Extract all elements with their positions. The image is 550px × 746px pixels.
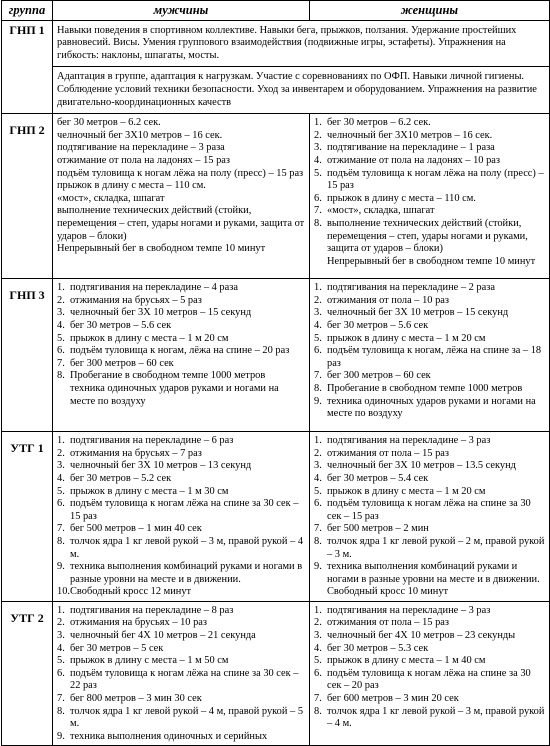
list-item <box>57 460 305 473</box>
item-number: 5. <box>57 332 65 344</box>
list-item <box>314 435 545 448</box>
list-item <box>57 345 305 358</box>
list-item <box>314 205 545 218</box>
item-number: 9. <box>57 730 65 742</box>
item-text: отжимания на брусьях – 5 раз <box>70 294 202 306</box>
item-number: 6. <box>57 498 65 510</box>
item-number: 6. <box>314 192 322 204</box>
item-text: бег 30 метров – 5 сек <box>70 642 164 654</box>
item-number: 4. <box>314 642 322 654</box>
gnp1-description-2: Адаптация в группе, адаптация к нагрузкам. Участие с соревнованиях по ОФП. Навыки личной гигиены. Соблюдение условий техники безопасности. Уход за инвентарем и оборудованием. Упражнения на развитие двигательно-координационных качеств <box>53 67 550 114</box>
header-row <box>2 1 550 21</box>
list-item: выполнение технических действий (стойки, перемещения – степ, удары ногами и руками, защита от ударов – блоки) <box>57 205 305 242</box>
row-utg2 <box>2 601 550 746</box>
list-item <box>57 693 305 706</box>
item-text: техника одиночных ударов руками и ногами на месте по воздуху <box>70 382 279 407</box>
item-text: челночный бег 3Х 10 метров – 15 секунд <box>70 307 252 319</box>
item-number: 5. <box>57 655 65 667</box>
item-number: 7. <box>57 357 65 369</box>
list-item <box>314 320 545 333</box>
item-text: прыжок в длину с места – 1 м 20 см <box>327 485 486 497</box>
list-item <box>57 358 305 371</box>
list-item <box>57 333 305 346</box>
item-text: прыжок в длину с места – 1 м 40 см <box>327 655 486 667</box>
item-number: 5. <box>314 332 322 344</box>
list-item <box>57 586 305 599</box>
item-number: 6. <box>314 345 322 357</box>
list-item <box>57 605 305 618</box>
item-text: толчок ядра 1 кг левой рукой – 3 м, правой рукой – 4 м. <box>327 705 545 730</box>
list-item <box>314 668 545 693</box>
item-text: бег 300 метров – 60 сек <box>327 370 431 382</box>
item-number: 1. <box>57 604 65 616</box>
list-item <box>57 498 305 523</box>
item-text: челночный бег 4Х 10 метров – 23 секунды <box>327 630 516 642</box>
item-text: отжимания от пола – 15 раз <box>327 447 449 459</box>
men-norms <box>53 601 310 746</box>
item-number: 7. <box>57 523 65 535</box>
row-utg1 <box>2 432 550 602</box>
item-number: 7. <box>314 523 322 535</box>
list-item <box>57 617 305 630</box>
list-item <box>57 383 305 408</box>
item-text: челночный бег 3Х10 метров – 16 сек. <box>327 129 493 141</box>
item-number: 2. <box>314 447 322 459</box>
item-number: 3. <box>314 630 322 642</box>
group-label: УТГ 2 <box>2 601 53 746</box>
list-item <box>314 693 545 706</box>
item-number: 8. <box>314 217 322 229</box>
item-number: 2. <box>57 617 65 629</box>
item-number: 4. <box>57 319 65 331</box>
list-item <box>314 561 545 586</box>
item-text: подтягивания на перекладине – 3 раз <box>327 604 491 616</box>
list-item <box>314 396 545 421</box>
item-number: 8. <box>57 370 65 382</box>
item-text: подтягивания на перекладине – 8 раз <box>70 604 234 616</box>
item-number: 3. <box>57 460 65 472</box>
item-text: отжимания на брусьях – 7 раз <box>70 447 202 459</box>
item-text: бег 300 метров – 60 сек <box>70 357 174 369</box>
item-text: бег 30 метров – 5.2 сек <box>70 472 172 484</box>
men-norms <box>53 432 310 602</box>
item-text: челночный бег 4Х 10 метров – 21 секунда <box>70 630 256 642</box>
list-item <box>314 307 545 320</box>
list-item <box>57 668 305 693</box>
item-number: 2. <box>314 129 322 141</box>
item-text: подтягивания на перекладине – 4 раза <box>70 282 238 294</box>
list-item <box>314 142 545 155</box>
item-text: подтягивания на перекладине – 6 раз <box>70 435 234 447</box>
item-text: прыжок в длину с места – 1 м 50 см <box>70 655 229 667</box>
header-group: группа <box>2 1 53 21</box>
item-text: толчок ядра 1 кг левой рукой – 3 м, правой рукой – 4 м. <box>70 535 304 560</box>
item-text: подъём туловища к ногам, лёжа на спине за – 18 раз <box>327 345 542 369</box>
item-number: 9. <box>314 561 322 573</box>
item-text: прыжок в длину с места – 1 м 20 см <box>70 332 229 344</box>
women-norms <box>310 279 550 432</box>
item-number: 1. <box>314 117 322 129</box>
list-item <box>314 706 545 731</box>
women-norms <box>310 432 550 602</box>
row-gnp1b <box>2 67 550 114</box>
group-label: ГНП 2 <box>2 114 53 279</box>
item-text: бег 800 метров – 3 мин 30 сек <box>70 693 202 705</box>
norms-table <box>1 0 550 746</box>
item-text: Свободный кросс 12 минут <box>70 586 192 598</box>
group-label: УТГ 1 <box>2 432 53 602</box>
list-item: челночный бег 3Х10 метров – 16 сек. <box>57 129 223 141</box>
item-text: подтягивания на перекладине – 2 раза <box>327 282 495 294</box>
list-item <box>57 320 305 333</box>
item-number: 7. <box>314 693 322 705</box>
group-label: ГНП 1 <box>2 20 53 114</box>
row-gnp3 <box>2 279 550 432</box>
list-item <box>57 486 305 499</box>
item-text: отжимания на брусьях – 10 раз <box>70 617 208 629</box>
item-text: техника выполнения комбинаций руками и ногами в разные уровни на месте и в движении. <box>70 561 303 585</box>
item-number: 3. <box>314 142 322 154</box>
item-text: толчок ядра 1 кг левой рукой – 2 м, правой рукой – 3 м. <box>327 535 545 560</box>
list-item <box>57 473 305 486</box>
item-number: 2. <box>57 447 65 459</box>
item-number: 1. <box>57 435 65 447</box>
list-item <box>314 333 545 346</box>
item-text: подъём туловища к ногам лёжа на спине за 30 сек – 22 раз <box>70 667 299 692</box>
header-women: женщины <box>310 1 550 21</box>
list-item: Непрерывный бег в свободном темпе 10 минут <box>57 243 266 255</box>
item-number: 5. <box>314 167 322 179</box>
women-norms <box>310 114 550 279</box>
list-item <box>314 536 545 561</box>
list-item <box>57 643 305 656</box>
item-number: 1. <box>314 282 322 294</box>
item-number: 1. <box>314 435 322 447</box>
list-item <box>314 498 545 523</box>
women-norms <box>310 601 550 746</box>
list-item <box>314 460 545 473</box>
list-item <box>57 523 305 536</box>
list-item <box>314 643 545 656</box>
list-item <box>57 370 305 383</box>
item-number: 4. <box>314 472 322 484</box>
item-number: 1. <box>57 282 65 294</box>
item-text: Непрерывный бег в свободном темпе 10 минут <box>327 255 536 267</box>
item-number: 8. <box>314 382 322 394</box>
item-number: 8. <box>314 705 322 717</box>
item-text: бег 30 метров – 6.2 сек. <box>327 117 431 129</box>
list-item: подтягивание на перекладине – 3 раза <box>57 142 225 154</box>
item-text: техника одиночных ударов руками и ногами на месте по воздуху <box>327 395 536 420</box>
row-gnp1 <box>2 20 550 67</box>
item-text: толчок ядра 1 кг левой рукой – 4 м, правой рукой – 5 м. <box>70 705 304 730</box>
item-number: 6. <box>314 498 322 510</box>
list-item <box>314 256 545 269</box>
list-item <box>314 155 545 168</box>
list-item <box>57 655 305 668</box>
list-item <box>57 561 305 586</box>
list-item <box>314 586 545 599</box>
list-item <box>314 193 545 206</box>
item-number: 1. <box>314 604 322 616</box>
item-number: 5. <box>57 485 65 497</box>
item-text: бег 30 метров – 5.4 сек <box>327 472 429 484</box>
item-text: Пробегание в свободном темпе 1000 метров <box>70 370 266 382</box>
men-norms <box>53 114 310 279</box>
list-item <box>314 370 545 383</box>
item-number: 7. <box>314 370 322 382</box>
item-text: челночный бег 3Х 10 метров – 15 секунд <box>327 307 509 319</box>
item-number: 7. <box>314 205 322 217</box>
item-number: 4. <box>314 154 322 166</box>
item-number: 4. <box>57 642 65 654</box>
item-text: прыжок в длину с места – 1 м 20 см <box>327 332 486 344</box>
item-text: челночный бег 3Х 10 метров – 13 секунд <box>70 460 252 472</box>
item-number: 4. <box>57 472 65 484</box>
list-item <box>57 731 305 744</box>
item-text: бег 500 метров – 1 мин 40 сек <box>70 523 202 535</box>
list-item <box>314 345 545 370</box>
item-number: 3. <box>57 307 65 319</box>
item-text: бег 30 метров – 5.6 сек <box>70 319 172 331</box>
list-item <box>314 523 545 536</box>
item-text: подтягивания на перекладине – 3 раз <box>327 435 491 447</box>
item-text: Пробегание в свободном темпе 1000 метров <box>327 382 523 394</box>
item-number: 6. <box>314 667 322 679</box>
list-item <box>314 486 545 499</box>
item-number: 7. <box>57 693 65 705</box>
list-item <box>314 617 545 630</box>
item-text: прыжок в длину с места – 110 см. <box>327 192 476 204</box>
list-item <box>314 383 545 396</box>
item-text: техника выполнения одиночных и серийных <box>70 730 268 742</box>
row-gnp2 <box>2 114 550 279</box>
item-text: бег 30 метров – 5.3 сек <box>327 642 429 654</box>
item-text: бег 500 метров – 2 мин <box>327 523 429 535</box>
list-item <box>314 295 545 308</box>
list-item: подъём туловища к ногам лёжа на полу (пресс) – 15 раз <box>57 167 304 179</box>
item-number: 2. <box>57 294 65 306</box>
list-item <box>314 605 545 618</box>
list-item: «мост», складка, шпагат <box>57 192 165 204</box>
item-number: 3. <box>314 460 322 472</box>
list-item <box>57 295 305 308</box>
list-item <box>57 448 305 461</box>
header-men: мужчины <box>53 1 310 21</box>
item-number: 10. <box>57 586 70 598</box>
item-text: подтягивание на перекладине – 1 раза <box>327 142 495 154</box>
item-text: бег 30 метров – 5.6 сек <box>327 319 429 331</box>
item-number: 2. <box>314 294 322 306</box>
item-number: 9. <box>314 395 322 407</box>
item-text: отжимания от пола – 10 раз <box>327 294 449 306</box>
list-item <box>57 282 305 295</box>
list-item <box>57 706 305 731</box>
list-item <box>57 536 305 561</box>
men-norms <box>53 279 310 432</box>
item-text: отжимание от пола на ладонях – 10 раз <box>327 154 500 166</box>
item-number: 5. <box>314 655 322 667</box>
item-text: подъём туловища к ногам лёжа на спине за 30 сек – 15 раз <box>70 498 299 522</box>
item-number: 6. <box>57 345 65 357</box>
item-text: отжимания от пола – 15 раз <box>327 617 449 629</box>
item-number: 2. <box>314 617 322 629</box>
list-item <box>314 117 545 130</box>
item-text: подъём туловища к ногам, лёжа на спине – 20 раз <box>70 345 290 357</box>
item-number: 3. <box>57 630 65 642</box>
item-number: 6. <box>57 667 65 679</box>
list-item <box>314 130 545 143</box>
item-text: челночный бег 3Х 10 метров – 13.5 секунд <box>327 460 516 472</box>
list-item <box>314 630 545 643</box>
item-text: Свободный кросс 10 минут <box>327 586 449 598</box>
list-item: отжимание от пола на ладонях – 15 раз <box>57 154 230 166</box>
list-item <box>57 630 305 643</box>
list-item: бег 30 метров – 6.2 сек. <box>57 117 161 129</box>
item-number: 4. <box>314 319 322 331</box>
item-number: 9. <box>57 561 65 573</box>
item-number: 8. <box>57 705 65 717</box>
item-text: выполнение технических действий (стойки, перемещения – степ, удары ногами и руками, защита от ударов – блоки) <box>327 217 528 255</box>
list-item <box>57 307 305 320</box>
list-item <box>314 168 545 193</box>
list-item <box>314 655 545 668</box>
list-item <box>314 218 545 256</box>
list-item <box>314 473 545 486</box>
item-text: техника выполнения комбинаций руками и ногами в разные уровни на месте и в движении. <box>327 561 540 585</box>
item-number: 8. <box>57 535 65 547</box>
gnp1-description-1: Навыки поведения в спортивном коллективе. Навыки бега, прыжков, ползания. Удержание простейших равновесий. Висы. Умения группового взаимодействия (подвижные игры, эстафеты). Упражнения на гибкость: наклоны, шпагаты, мосты. <box>53 20 550 67</box>
list-item <box>314 448 545 461</box>
list-item <box>57 435 305 448</box>
item-text: бег 600 метров – 3 мин 20 сек <box>327 693 459 705</box>
item-text: подъём туловища к ногам лёжа на полу (пресс) – 15 раз <box>327 167 544 192</box>
item-text: «мост», складка, шпагат <box>327 205 435 217</box>
item-number: 8. <box>314 535 322 547</box>
list-item: прыжок в длину с места – 110 см. <box>57 180 206 192</box>
item-number: 3. <box>314 307 322 319</box>
item-text: подъём туловища к ногам лёжа на спине за 30 сек – 15 раз <box>327 498 531 522</box>
item-number: 5. <box>314 485 322 497</box>
group-label: ГНП 3 <box>2 279 53 432</box>
item-text: прыжок в длину с места – 1 м 30 см <box>70 485 229 497</box>
item-text: подъём туловища к ногам лёжа на спине за 30 сек – 20 раз <box>327 667 531 692</box>
list-item <box>314 282 545 295</box>
